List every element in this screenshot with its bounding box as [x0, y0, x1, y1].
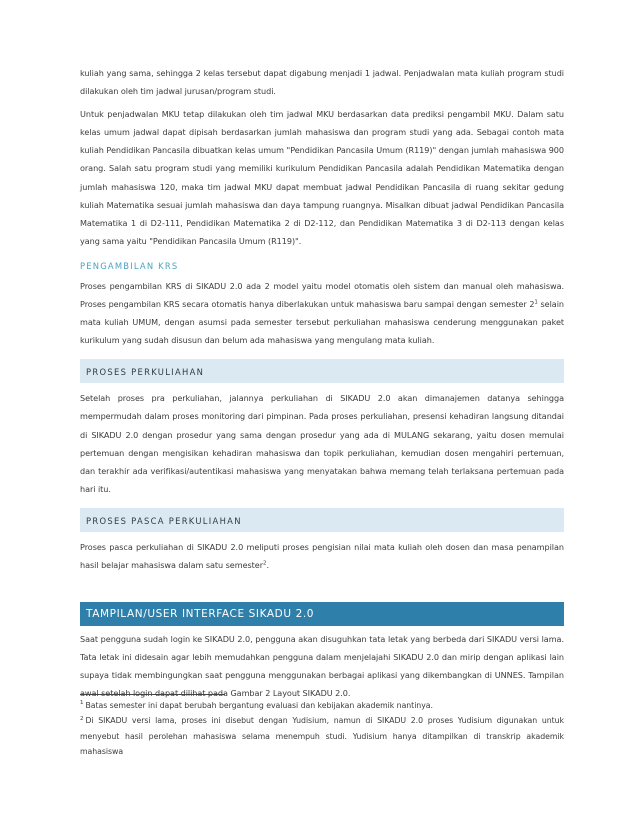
paragraph-jadwal-prodi: kuliah yang sama, sehingga 2 kelas tersebut dapat digabung menjadi 1 jadwal. Penjadwalan mata kuliah program studi dilakukan oleh tim jadwal jurusan/program studi. — [80, 68, 564, 97]
paragraph-tampilan: Saat pengguna sudah login ke SIKADU 2.0, pengguna akan disuguhkan tata letak yang berbeda dari SIKADU versi lama. Tata letak ini didesain agar lebih memudahkan pengguna dalam menjelajahi SIKADU 2.0 dan mirip dengan aplikasi lain supaya tidak membingungkan saat pengguna menggunakan berbagai aplikasi yang dikembangkan di UNNES. Tampilan awal setelah login dapat dilihat pada Gambar 2 Layout SIKADU 2.0. — [80, 634, 564, 699]
krs-text-part2: selain mata kuliah UMUM, dengan asumsi pada semester tersebut perkuliahan mahasiswa cenderung menggunakan paket kurikulum yang sudah disusun dan belum ada mahasiswa yang mengulang mata kuliah. — [80, 299, 564, 346]
footnote-1 — [80, 698, 564, 713]
krs-text-part1: Proses pengambilan KRS di SIKADU 2.0 ada 2 model yaitu model otomatis oleh sistem dan manual oleh mahasiswa. Proses pengambilan KRS secara otomatis hanya diberlakukan untuk mahasiswa baru sampai dengan semester 2 — [80, 280, 564, 310]
footnote-2-text: Di SIKADU versi lama, proses ini disebut dengan Yudisium, namun di SIKADU 2.0 proses Yudisium digunakan untuk menyebut hasil perolehan mahasiswa selama menempuh studi. Yudisium hanya ditampilkan di transkrip akademik mahasiswa — [80, 716, 564, 756]
paragraph-pasca-perkuliahan — [80, 538, 564, 574]
paragraph-krs — [80, 277, 564, 349]
pasca-end: . — [266, 559, 269, 570]
footnote-2-number: 2 — [80, 715, 84, 722]
footnote-ref-2: 2 — [263, 560, 267, 567]
document-page — [80, 64, 564, 702]
footnote-1-text: Batas semester ini dapat berubah bergantung evaluasi dan kebijakan akademik nantinya. — [85, 701, 433, 710]
footnote-divider — [80, 694, 225, 695]
footnote-ref-1: 1 — [534, 299, 538, 306]
pasca-text: Proses pasca perkuliahan di SIKADU 2.0 meliputi proses pengisian nilai mata kuliah oleh dosen dan masa penampilan hasil belajar mahasiswa dalam satu semester — [80, 541, 564, 570]
heading-proses-perkuliahan: PROSES PERKULIAHAN — [80, 359, 564, 383]
paragraph-perkuliahan: Setelah proses pra perkuliahan, jalannya perkuliahan di SIKADU 2.0 akan dimanajemen datanya sehingga mempermudah dalam proses monitoring dari pimpinan. Pada proses perkuliahan, presensi kehadiran langsung ditandai di SIKADU 2.0 dengan prosedur yang sama dengan prosedur yang ada di MULANG sekarang, yaitu dosen memulai pertemuan dengan mengisikan kehadiran mahasiswa dan topik perkuliahan, kemudian dosen mengahiri pertemuan, dan terakhir ada verifikasi/autentikasi mahasiswa yang menyatakan bahwa memang telah terlaksana pertemuan pada hari itu. — [80, 393, 564, 494]
paragraph-jadwal-mku: Untuk penjadwalan MKU tetap dilakukan oleh tim jadwal MKU berdasarkan data prediksi pengambil MKU. Dalam satu kelas umum jadwal dapat dipisah berdasarkan jumlah mahasiswa dan program studi yang ada. Sebagai contoh mata kuliah Pendidikan Pancasila dibuatkan kelas umum "Pendidikan Pancasila Umum (R119)" dengan jumlah mahasiswa 900 orang. Salah satu program studi yang memiliki kurikulum Pendidikan Pancasila adalah Pendidikan Matematika dengan jumlah mahasiswa 120, maka tim jadwal MKU dapat membuat jadwal Pendidikan Pancasila di ruang sekitar gedung kuliah Matematika sesuai jumlah mahasiswa dan daya tampung ruangnya. Misalkan dibuat jadwal Pendidikan Pancasila Matematika 1 di D2-111, Pendidikan Matematika 2 di D2-112, dan Pendidikan Matematika 3 di D2-113 dengan kelas yang sama yaitu "Pendidikan Pancasila Umum (R119)". — [80, 109, 564, 246]
footnote-2 — [80, 713, 564, 759]
heading-pengambilan-krs: PENGAMBILAN KRS — [80, 260, 179, 271]
footnote-1-number: 1 — [80, 700, 84, 707]
heading-proses-pasca-perkuliahan: PROSES PASCA PERKULIAHAN — [80, 508, 564, 532]
heading-tampilan-user-interface: TAMPILAN/USER INTERFACE SIKADU 2.0 — [80, 602, 564, 626]
footnotes — [80, 698, 564, 759]
